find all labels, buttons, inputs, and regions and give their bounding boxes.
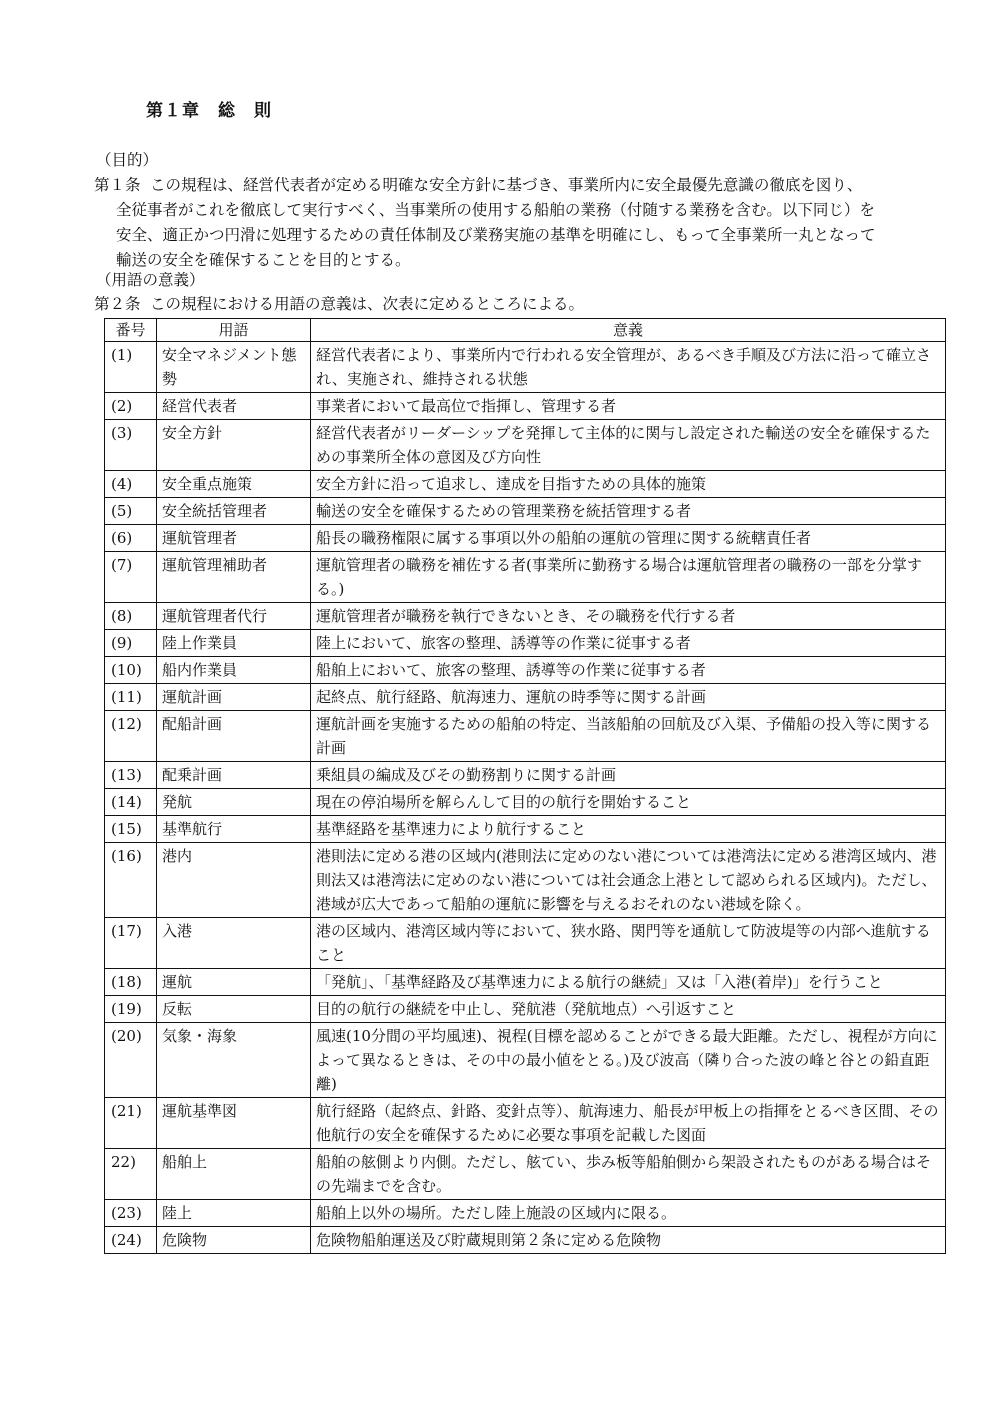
term-meaning: 起終点、航行経路、航海速力、運航の時季等に関する計画 [311, 684, 946, 711]
term-number: (20) [105, 1023, 157, 1098]
term-name: 配乗計画 [157, 762, 311, 789]
term-name: 運航計画 [157, 684, 311, 711]
term-meaning: 船舶の舷側より内側。ただし、舷てい、歩み板等船舶側から架設されたものがある場合はその先端までを含む。 [311, 1149, 946, 1200]
term-meaning: 目的の航行の継続を中止し、発航港（発航地点）へ引返すこと [311, 996, 946, 1023]
table-row [105, 996, 946, 1023]
chapter-title: 第１章 総 則 [146, 101, 272, 121]
term-meaning: 運航計画を実施するための船舶の特定、当該船舶の回航及び入渠、予備船の投入等に関する計画 [311, 711, 946, 762]
article1-line: 輸送の安全を確保することを目的とする。 [116, 251, 411, 269]
term-meaning: 安全方針に沿って追求し、達成を目指すための具体的施策 [311, 471, 946, 498]
term-name: 経営代表者 [157, 393, 311, 420]
table-row [105, 969, 946, 996]
term-number: (8) [105, 603, 157, 630]
table-row [105, 1200, 946, 1227]
table-row [105, 1098, 946, 1149]
term-meaning: 船舶上において、旅客の整理、誘導等の作業に従事する者 [311, 657, 946, 684]
term-meaning: 船舶上以外の場所。ただし陸上施設の区域内に限る。 [311, 1200, 946, 1227]
term-number: (15) [105, 816, 157, 843]
table-row [105, 1227, 946, 1254]
term-number: (17) [105, 918, 157, 969]
term-number: (7) [105, 552, 157, 603]
article1-line: 全従事者がこれを徹底して実行すべく、当事業所の使用する船舶の業務（付随する業務を含む。以下同じ）を [116, 201, 875, 219]
term-name: 陸上 [157, 1200, 311, 1227]
table-header-row [105, 319, 946, 342]
term-name: 船内作業員 [157, 657, 311, 684]
term-number: (24) [105, 1227, 157, 1254]
term-meaning: 経営代表者により、事業所内で行われる安全管理が、あるべき手順及び方法に沿って確立され、実施され、維持される状態 [311, 342, 946, 393]
term-meaning: 現在の停泊場所を解らんして目的の航行を開始すること [311, 789, 946, 816]
term-meaning: 輸送の安全を確保するための管理業務を統括管理する者 [311, 498, 946, 525]
term-number: (1) [105, 342, 157, 393]
term-number: (11) [105, 684, 157, 711]
table-row [105, 711, 946, 762]
term-name: 安全方針 [157, 420, 311, 471]
table-row [105, 816, 946, 843]
term-name: 安全マネジメント態勢 [157, 342, 311, 393]
term-number: (14) [105, 789, 157, 816]
article2-body [94, 292, 954, 317]
term-number: 22) [105, 1149, 157, 1200]
term-name: 発航 [157, 789, 311, 816]
term-meaning: 基準経路を基準速力により航行すること [311, 816, 946, 843]
term-meaning: 船長の職務権限に属する事項以外の船舶の運航の管理に関する統轄責任者 [311, 525, 946, 552]
term-number: (6) [105, 525, 157, 552]
header-meaning: 意義 [311, 319, 946, 342]
table-row [105, 762, 946, 789]
term-meaning: 事業者において最高位で指揮し、管理する者 [311, 393, 946, 420]
table-row [105, 843, 946, 918]
term-name: 気象・海象 [157, 1023, 311, 1098]
article1-first-line [94, 173, 954, 198]
table-row [105, 789, 946, 816]
article1-number: 第１条 [94, 176, 141, 194]
term-name: 陸上作業員 [157, 630, 311, 657]
table-row [105, 420, 946, 471]
term-name: 入港 [157, 918, 311, 969]
table-row [105, 1149, 946, 1200]
term-number: (5) [105, 498, 157, 525]
term-meaning: 陸上において、旅客の整理、誘導等の作業に従事する者 [311, 630, 946, 657]
article1-heading: （目的） [96, 151, 159, 169]
term-meaning: 運航管理者が職務を執行できないとき、その職務を代行する者 [311, 603, 946, 630]
header-no: 番号 [105, 319, 157, 342]
term-number: (4) [105, 471, 157, 498]
term-name: 安全統括管理者 [157, 498, 311, 525]
article2-heading: （用語の意義） [96, 271, 205, 289]
terms-table-body [105, 342, 946, 1254]
table-row [105, 657, 946, 684]
term-number: (10) [105, 657, 157, 684]
term-name: 運航 [157, 969, 311, 996]
table-row [105, 393, 946, 420]
table-row [105, 630, 946, 657]
table-row [105, 918, 946, 969]
table-row [105, 552, 946, 603]
article1-body [94, 173, 954, 273]
term-name: 反転 [157, 996, 311, 1023]
term-number: (3) [105, 420, 157, 471]
term-meaning: 乗組員の編成及びその勤務割りに関する計画 [311, 762, 946, 789]
article2-first-line [94, 292, 954, 317]
term-number: (9) [105, 630, 157, 657]
article2-text: この規程における用語の意義は、次表に定めるところによる。 [150, 295, 585, 313]
table-row [105, 1023, 946, 1098]
term-name: 危険物 [157, 1227, 311, 1254]
term-name: 運航基準図 [157, 1098, 311, 1149]
article1-first-text: この規程は、経営代表者が定める明確な安全方針に基づき、事業所内に安全最優先意識の徹底を図り、 [150, 176, 863, 194]
table-row [105, 471, 946, 498]
table-row [105, 342, 946, 393]
term-meaning: 「発航」、「基準経路及び基準速力による航行の継続」又は「入港(着岸)」を行うこと [311, 969, 946, 996]
term-name: 運航管理補助者 [157, 552, 311, 603]
term-number: (23) [105, 1200, 157, 1227]
term-meaning: 運航管理者の職務を補佐する者(事業所に勤務する場合は運航管理者の職務の一部を分掌する。) [311, 552, 946, 603]
term-number: (21) [105, 1098, 157, 1149]
term-meaning: 風速(10分間の平均風速)、視程(目標を認めることができる最大距離。ただし、視程が方向によって異なるときは、その中の最小値をとる。)及び波高（隣り合った波の峰と谷との鉛直距離) [311, 1023, 946, 1098]
term-meaning: 港則法に定める港の区域内(港則法に定めのない港については港湾法に定める港湾区域内、港則法又は港湾法に定めのない港については社会通念上港として認められる区域内)。ただし、港域が広大であって船舶の運航に影響を与えるおそれのない港域を除く。 [311, 843, 946, 918]
article1-line: 安全、適正かつ円滑に処理するための責任体制及び業務実施の基準を明確にし、もって全事業所一丸となって [116, 226, 876, 244]
term-meaning: 危険物船舶運送及び貯蔵規則第２条に定める危険物 [311, 1227, 946, 1254]
table-row [105, 498, 946, 525]
term-name: 港内 [157, 843, 311, 918]
terms-table [104, 318, 946, 1254]
term-name: 運航管理者代行 [157, 603, 311, 630]
term-meaning: 航行経路（起終点、針路、変針点等）、航海速力、船長が甲板上の指揮をとるべき区間、その他航行の安全を確保するために必要な事項を記載した図面 [311, 1098, 946, 1149]
term-meaning: 港の区域内、港湾区域内等において、狭水路、関門等を通航して防波堤等の内部へ進航すること [311, 918, 946, 969]
article2-number: 第２条 [94, 295, 141, 313]
table-row [105, 603, 946, 630]
table-row [105, 684, 946, 711]
term-meaning: 経営代表者がリーダーシップを発揮して主体的に関与し設定された輸送の安全を確保するための事業所全体の意図及び方向性 [311, 420, 946, 471]
header-term: 用語 [157, 319, 311, 342]
term-name: 安全重点施策 [157, 471, 311, 498]
term-number: (19) [105, 996, 157, 1023]
term-number: (18) [105, 969, 157, 996]
table-row [105, 525, 946, 552]
term-name: 配船計画 [157, 711, 311, 762]
term-name: 運航管理者 [157, 525, 311, 552]
term-number: (2) [105, 393, 157, 420]
term-number: (16) [105, 843, 157, 918]
term-number: (13) [105, 762, 157, 789]
term-name: 基準航行 [157, 816, 311, 843]
term-name: 船舶上 [157, 1149, 311, 1200]
term-number: (12) [105, 711, 157, 762]
